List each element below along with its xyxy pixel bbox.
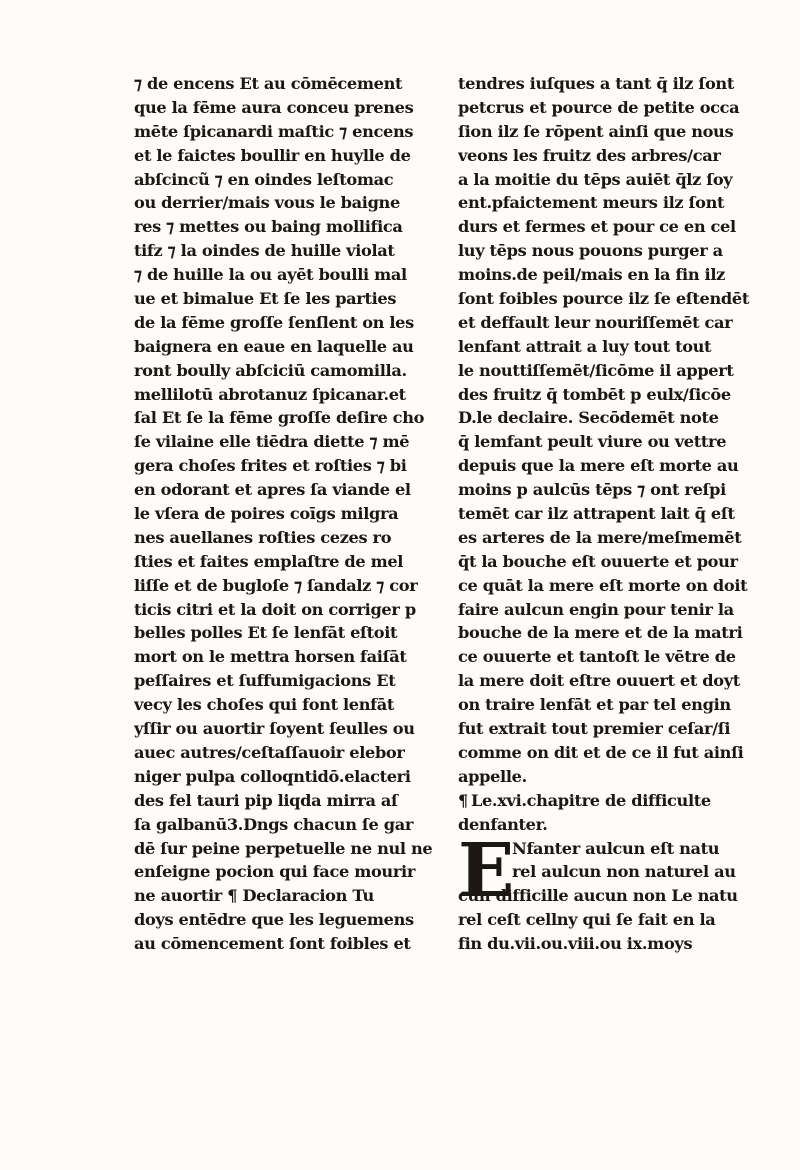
text-line: petcrus et pource de petite occa: [458, 97, 740, 117]
left-column: [134, 72, 464, 956]
text-line: yſſir ou auortir ſoyent ſeulles ou: [134, 719, 415, 739]
text-line: fut extrait tout premier ceſar/ſi: [458, 719, 731, 739]
text-line: rel ceſt cellny qui ſe fait en la: [458, 910, 716, 930]
text-line: fin du.vii.ou.viii.ou ix.moys: [458, 934, 693, 954]
pilcrow-icon: ¶: [458, 790, 468, 810]
text-line: de la fēme groſſe ſenſlent on les: [134, 312, 414, 332]
text-line: veons les fruitz des arbres/car: [458, 145, 721, 165]
text-line: dē ſur peine perpetuelle ne nul ne: [134, 838, 433, 858]
text-line: rel aulcun non naturel au: [512, 862, 736, 882]
text-line: lenfant attrait a luy tout tout: [458, 336, 712, 356]
text-line: q̄ lemfant peult viure ou vettre: [458, 432, 727, 452]
text-line: appelle.: [458, 766, 527, 786]
text-line: q̄t la bouche eſt ouuerte et pour: [458, 551, 738, 571]
text-line: on traire lenfāt et par tel engin: [458, 695, 731, 715]
text-line: ou derrier/mais vous le baigne: [134, 193, 400, 213]
text-line: tifz ⁊ la oindes de huille violat: [134, 241, 395, 261]
text-line: temēt car ilz attrapent lait q̄ eſt: [458, 504, 735, 524]
text-line: Nfanter aulcun eſt natu: [512, 838, 720, 858]
text-line: peſſaires et ſuffumigacions Et: [134, 671, 396, 691]
drop-cap-lines: [512, 837, 800, 885]
text-line: auec autres/ceſtaſſauoir elebor: [134, 742, 405, 762]
text-line: et deffault leur nouriſſemēt car: [458, 312, 733, 332]
text-line: ce quāt la mere eſt morte on doit: [458, 575, 748, 595]
text-line: ent.pfaictement meurs ilz ſont: [458, 193, 725, 213]
text-line: ſties et faites emplaſtre de mel: [134, 551, 404, 571]
text-line: vecy les choſes qui font lenfāt: [134, 695, 395, 715]
text-line: mort on le mettra horsen faiſāt: [134, 647, 407, 667]
text-line: des fel tauri pip liqda mirra aſ: [134, 790, 398, 810]
text-line: ce ouuerte et tantoſt le vētre de: [458, 647, 736, 667]
text-line: tendres iuſques a tant q̄ ilz ſont: [458, 74, 734, 93]
text-line: mellilotū abrotanuz ſpicanar.et: [134, 384, 406, 404]
text-line: abſcincũ ⁊ en oindes leſtomac: [134, 169, 394, 189]
text-line: a la moitie du tēps auiēt q̄lz ſoy: [458, 169, 733, 189]
text-line: durs et fermes et pour ce en cel: [458, 217, 736, 237]
text-line: liſſe et de bugloſe ⁊ ſandalz ⁊ cor: [134, 575, 418, 595]
text-line: belles polles Et ſe lenfāt eſtoit: [134, 623, 398, 643]
text-line: luy tēps nous pouons purger a: [458, 241, 723, 261]
chapter-heading-continued: denfanter.: [458, 814, 548, 834]
chapter-heading-text: Le.xvi.chapitre de difficulte: [470, 790, 711, 810]
text-line: faire aulcun engin pour tenir la: [458, 599, 734, 619]
text-line: ⁊ de huille la ou ayēt boulli mal: [134, 265, 407, 285]
text-line: la mere doit eſtre ouuert et doyt: [458, 671, 740, 691]
text-line: et le faictes boullir en huylle de: [134, 145, 411, 165]
text-line: ſe vilaine elle tiēdra diette ⁊ mē: [134, 432, 410, 452]
text-line: ticis citri et la doit on corriger p: [134, 599, 416, 619]
text-line: ſal Et ſe la fēme groſſe deſire cho: [134, 408, 425, 428]
text-line: res ⁊ mettes ou baing mollifica: [134, 217, 403, 237]
text-line: ſion ilz ſe rōpent ainſi que nous: [458, 121, 734, 141]
text-line: ne auortir ¶ Declaracion Tu: [134, 886, 374, 906]
text-line: moins.de peil/mais en la fin ilz: [458, 265, 725, 285]
text-line: depuis que la mere eſt morte au: [458, 456, 739, 476]
text-line: ront boully abſciciū camomilla.: [134, 360, 407, 380]
chapter-opening: [458, 827, 800, 933]
text-line: D.le declaire. Secōdemēt note: [458, 408, 719, 428]
drop-cap-initial: E: [458, 827, 515, 914]
text-line: que la fēme aura conceu prenes: [134, 97, 414, 117]
text-line: gera choſes frites et roſties ⁊ bi: [134, 456, 407, 476]
text-line: cun difficille aucun non Le natu: [458, 886, 738, 906]
right-column: [458, 72, 800, 956]
text-line: ⁊ de encens Et au cōmēcement: [134, 74, 403, 93]
text-line: nes auellanes roſties cezes ro: [134, 527, 392, 547]
text-line: le vſera de poires coīgs milgra: [134, 504, 399, 524]
text-line: au cōmencement ſont foibles et: [134, 934, 411, 954]
text-line: ſont foibles pource ilz ſe eſtendēt: [458, 289, 749, 309]
text-line: le nouttiſſemēt/ſicōme il appert: [458, 360, 734, 380]
text-line: comme on dit et de ce il fut ainſi: [458, 742, 744, 762]
chapter-heading: [458, 789, 800, 813]
text-line: enſeigne pocion qui face mourir: [134, 862, 415, 882]
text-line: en odorant et apres ſa viande el: [134, 480, 411, 500]
text-line: moins p aulcūs tēps ⁊ ont reſpi: [458, 480, 726, 500]
text-line: mēte ſpicanardi maſtic ⁊ encens: [134, 121, 414, 141]
text-line: es arteres de la mere/meſmemēt: [458, 527, 742, 547]
text-line: niger pulpa colloqntidō.elacteri: [134, 766, 411, 786]
text-line: baignera en eaue en laquelle au: [134, 336, 414, 356]
text-line: bouche de la mere et de la matri: [458, 623, 743, 643]
text-line: doys entēdre que les leguemens: [134, 910, 414, 930]
text-line: des fruitz q̄ tombēt p eulx/ſicōe: [458, 384, 731, 404]
text-line: ue et bimalue Et ſe les parties: [134, 289, 397, 309]
text-line: ſa galbanū3.Dngs chacun ſe gar: [134, 814, 414, 834]
